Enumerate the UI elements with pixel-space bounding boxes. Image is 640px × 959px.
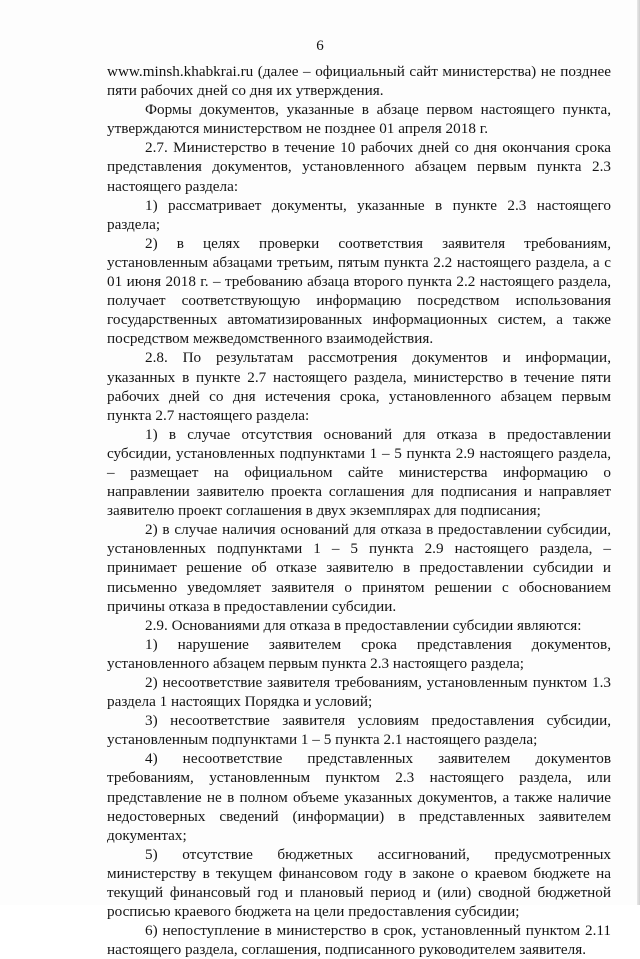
paragraph-2-7-item-2: 2) в целях проверки соответствия заявителя требованиям, установленным абзацами третьим, пятым пункта 2.2 настоящего раздела, а с 01 июня 2018 г. – требованию абзаца второго пункта 2.2 настоящего раздела, получает соответствующую информацию посредством использования государственных автоматизированных информационных систем, а также посредством межведомственного взаимодействия. (107, 234, 611, 348)
paragraph-2-8-item-1: 1) в случае отсутствия оснований для отказа в предоставлении субсидии, установленных подпунктами 1 – 5 пункта 2.9 настоящего раздела, – размещает на официальном сайте министерства информацию о направлении заявителю проекта соглашения для подписания и направляет заявителю проект соглашения в двух экземплярах для подписания; (107, 425, 611, 520)
paragraph-document-forms: Формы документов, указанные в абзаце первом настоящего пункта, утверждаются министерством не позднее 01 апреля 2018 г. (107, 101, 611, 138)
paragraph-2-8: 2.8. По результатам рассмотрения документов и информации, указанных в пункте 2.7 настоящего раздела, министерство в течение пяти рабочих дней со дня истечения срока, установленного абзацем первым пункта 2.7 настоящего раздела: (107, 349, 611, 424)
paragraph-2-9-item-1: 1) нарушение заявителем срока представления документов, установленного абзацем первым пункта 2.3 настоящего раздела; (107, 635, 611, 672)
document-body (107, 62, 611, 959)
paragraph-2-9-item-3: 3) несоответствие заявителя условиям предоставления субсидии, установленным подпунктами 1 – 5 пункта 2.1 настоящего раздела; (107, 712, 611, 749)
paragraph-2-9-item-5: 5) отсутствие бюджетных ассигнований, предусмотренных министерству в текущем финансовом году в законе о краевом бюджете на текущий финансовый год и плановый период и (или) сводной бюджетной росписью краевого бюджета на цели предоставления субсидии; (107, 845, 611, 921)
paragraph-2-9: 2.9. Основаниями для отказа в предоставлении субсидии являются: (145, 616, 582, 634)
paragraph-2-9-item-4: 4) несоответствие представленных заявителем документов требованиям, установленным пунктом 2.3 настоящего раздела, или представление не в полном объеме указанных документов, а также наличие недостоверных сведений (информации) в представленных заявителем документах; (107, 750, 611, 844)
paragraph-2-9-item-2: 2) несоответствие заявителя требованиям, установленным пунктом 1.3 раздела 1 настоящих Порядка и условий; (107, 674, 611, 711)
paragraph-2-7: 2.7. Министерство в течение 10 рабочих дней со дня окончания срока представления документов, установленного абзацем первым пункта 2.3 настоящего раздела: (107, 139, 611, 195)
paragraph-site-publication: www.minsh.khabkrai.ru (далее – официальный сайт министерства) не позднее пяти рабочих дней со дня их утверждения. (107, 63, 611, 100)
page-number: 6 (316, 38, 324, 54)
paragraph-2-8-item-2: 2) в случае наличия оснований для отказа в предоставлении субсидии, установленных подпунктами 1 – 5 пункта 2.9 настоящего раздела, – принимает решение об отказе заявителю в предоставлении субсидии и письменно уведомляет заявителя о принятом решении с обоснованием причины отказа в предоставлении субсидии. (107, 521, 611, 615)
paragraph-2-9-item-6: 6) непоступление в министерство в срок, установленный пунктом 2.11 настоящего раздела, соглашения, подписанного руководителем заявителя. (107, 922, 611, 959)
paragraph-2-7-item-1: 1) рассматривает документы, указанные в пункте 2.3 настоящего раздела; (107, 196, 611, 233)
